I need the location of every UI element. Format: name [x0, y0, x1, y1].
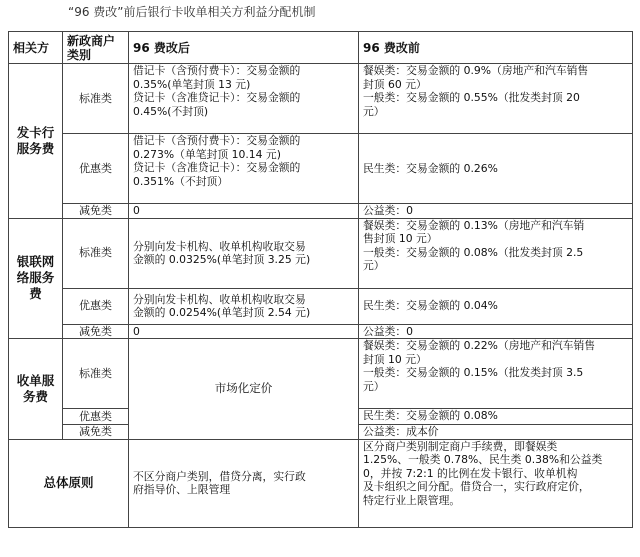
table-row [9, 218, 633, 288]
text-line: 一般类：交易金额的 0.15%（批发类封顶 3.5 [363, 366, 584, 379]
text-line: 一般类：交易金额的 0.08%（批发类封顶 2.5 [363, 245, 584, 259]
text-line: 及卡组织之间分配。借贷合一，实行政府定价， [363, 480, 590, 493]
acquirer-standard-before [359, 339, 633, 409]
text-line: 民生类：交易金额的 0.08% [363, 409, 498, 422]
text-line: 售封顶 10 元） [363, 232, 438, 245]
section-label-principle: 总体原则 [9, 439, 129, 527]
header-before: 96 费改前 [359, 32, 633, 64]
table-row [9, 64, 633, 134]
text-line: 分别向发卡机构、收单机构收取交易 [133, 239, 306, 253]
issuer-preferential-after [129, 134, 359, 204]
table-row [9, 204, 633, 219]
category-standard: 标准类 [63, 64, 129, 134]
unionpay-exempt-after: 0 [129, 324, 359, 339]
text-line: 餐娱类：交易金额的 0.13%（房地产和汽车销 [363, 218, 585, 232]
category-exempt: 减免类 [63, 324, 129, 339]
category-exempt: 减免类 [63, 204, 129, 219]
category-preferential: 优惠类 [63, 134, 129, 204]
text-line: 0，并按 7:2:1 的比例在发卡银行、收单机构 [363, 466, 578, 480]
unionpay-standard-after [129, 218, 359, 288]
unionpay-exempt-before: 公益类：0 [359, 324, 633, 339]
text-line: 贷记卡（含准贷记卡）：交易金额的 [133, 91, 301, 104]
text-line: 0.273%（单笔封顶 10.14 元) [133, 147, 281, 161]
text-line: 餐娱类：交易金额的 0.22%（房地产和汽车销售 [363, 339, 596, 352]
text-line: 一般类：交易金额的 0.55%（批发类封顶 20 [363, 91, 580, 104]
category-exempt: 减免类 [63, 425, 129, 440]
text-line: 元） [363, 259, 385, 272]
text-line: 封顶 10 元） [363, 352, 427, 366]
issuer-standard-after [129, 64, 359, 134]
text-line: 民生类：交易金额的 0.26% [363, 161, 498, 175]
text-line: 特定行业上限管理。 [363, 493, 461, 507]
unionpay-preferential-after [129, 288, 359, 324]
unionpay-preferential-before [359, 288, 633, 324]
table-row [9, 324, 633, 339]
header-row [9, 32, 633, 64]
text-line: 金额的 0.0254%(单笔封顶 2.54 元) [133, 306, 311, 319]
category-preferential: 优惠类 [63, 409, 129, 425]
text-line: 府指导价、上限管理 [133, 483, 231, 496]
text-line: 区分商户类别制定商户手续费，即餐娱类 [363, 439, 558, 453]
issuer-exempt-after: 0 [129, 204, 359, 219]
section-label-issuer: 发卡行服务费 [9, 64, 63, 219]
page-title: “96 费改”前后银行卡收单相关方利益分配机制 [68, 5, 316, 19]
text-line: 1.25%、一般类 0.78%、民生类 0.38%和公益类 [363, 453, 603, 466]
principle-after [129, 439, 359, 527]
issuer-exempt-before: 公益类：0 [359, 204, 633, 219]
text-line: 民生类：交易金额的 0.04% [363, 299, 498, 313]
text-line: 金额的 0.0325%(单笔封顶 3.25 元) [133, 253, 311, 266]
table-row [9, 439, 633, 527]
header-after: 96 费改后 [129, 32, 359, 64]
table-row [9, 339, 633, 409]
category-preferential: 优惠类 [63, 288, 129, 324]
header-merchant-type: 新政商户类别 [63, 32, 129, 64]
text-line: 元） [363, 379, 385, 393]
text-line: 0.351%（不封顶） [133, 174, 229, 188]
text-line: 餐娱类：交易金额的 0.9%（房地产和汽车销售 [363, 64, 589, 77]
principle-before [359, 439, 633, 527]
acquirer-preferential-before [359, 409, 633, 425]
acquirer-after: 市场化定价 [129, 339, 359, 440]
text-line: 0.35%(单笔封顶 13 元) [133, 77, 251, 91]
text-line: 0.45%(不封顶) [133, 104, 209, 118]
text-line: 借记卡（含预付费卡）：交易金额的 [133, 134, 301, 147]
text-line: 封顶 60 元） [363, 77, 427, 91]
section-label-unionpay: 银联网络服务费 [9, 218, 63, 339]
unionpay-standard-before [359, 218, 633, 288]
fee-table [8, 31, 633, 528]
table-row [9, 134, 633, 204]
text-line: 贷记卡（含准贷记卡）：交易金额的 [133, 161, 301, 174]
category-standard: 标准类 [63, 218, 129, 288]
issuer-preferential-before [359, 134, 633, 204]
header-party: 相关方 [9, 32, 63, 64]
table-row [9, 288, 633, 324]
category-standard: 标准类 [63, 339, 129, 409]
acquirer-exempt-before: 公益类：成本价 [359, 425, 633, 440]
text-line: 借记卡（含预付费卡）：交易金额的 [133, 64, 301, 77]
section-label-acquirer: 收单服务费 [9, 339, 63, 440]
text-line: 元） [363, 104, 385, 118]
issuer-standard-before [359, 64, 633, 134]
text-line: 分别向发卡机构、收单机构收取交易 [133, 292, 306, 306]
text-line: 不区分商户类别，借贷分离，实行政 [133, 469, 306, 483]
